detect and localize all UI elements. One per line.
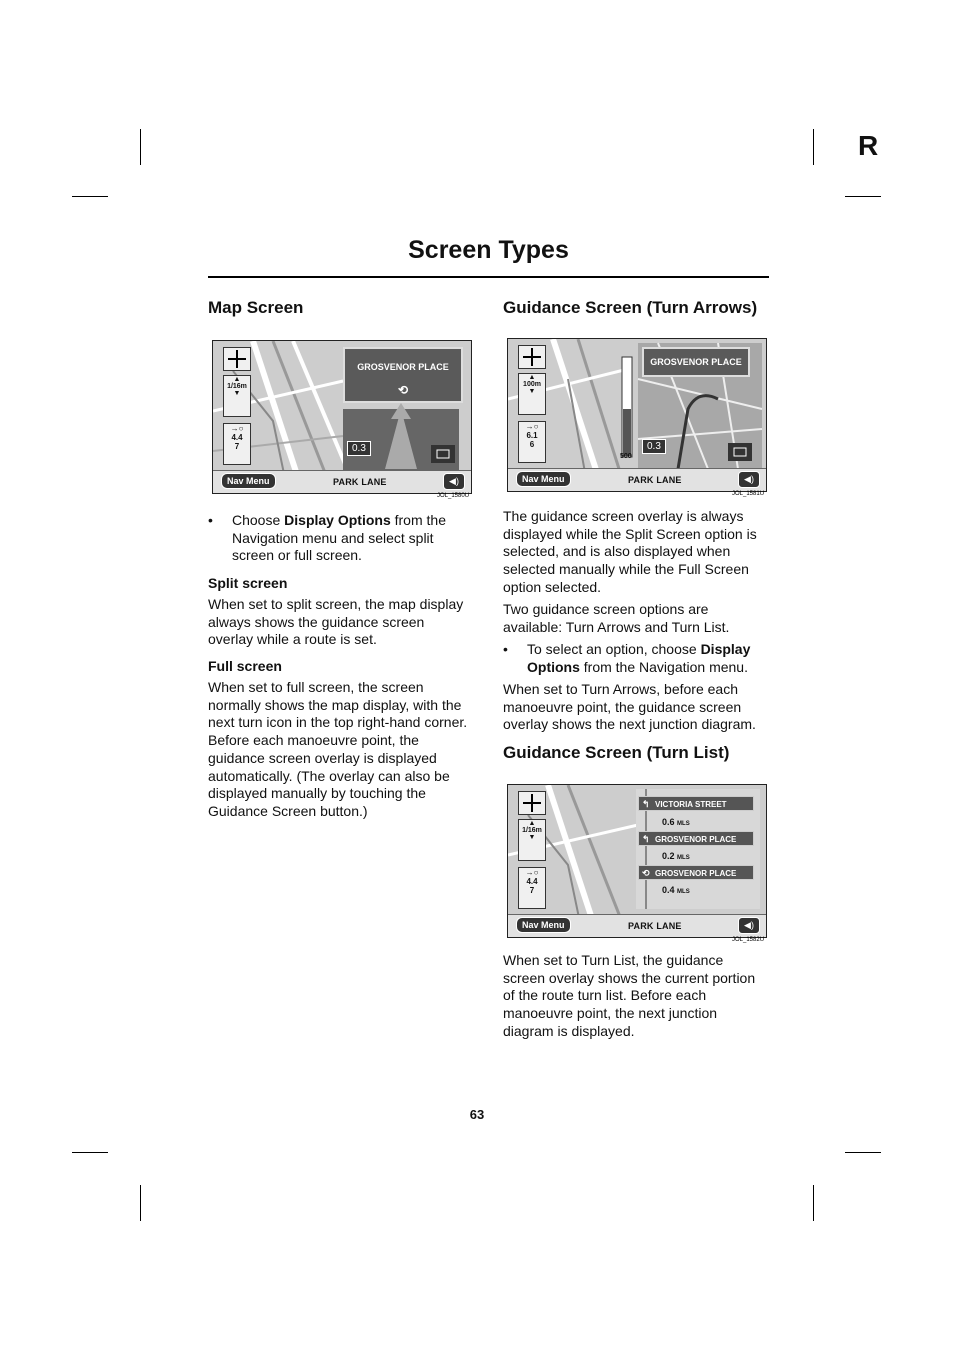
status-bar	[508, 914, 766, 937]
turn-left-arrow-icon: ↰	[642, 799, 650, 809]
bullet-text: Choose Display Options from the Navigation menu and select split screen or full screen.	[232, 512, 446, 564]
zoom-in-icon[interactable]: ▲	[528, 374, 536, 381]
scale-label: 1/16m	[522, 827, 542, 834]
turn-arrows-description: When set to Turn Arrows, before each manoeuvre point, the guidance screen overlay shows the next junction diagram.	[503, 681, 756, 733]
screen-toggle-button[interactable]	[728, 443, 752, 461]
nav-menu-button[interactable]: Nav Menu	[221, 473, 276, 489]
trip-info-panel: →○ 4.4 7	[223, 423, 251, 465]
compass-icon	[519, 346, 545, 368]
compass-icon	[224, 348, 250, 370]
time-remaining: 7	[234, 442, 240, 451]
overlay-street-name: GROSVENOR PLACE	[642, 347, 750, 377]
speaker-icon[interactable]: ◀)	[443, 473, 465, 490]
zoom-in-icon[interactable]: ▲	[233, 376, 241, 383]
turn-distance: 0.4 MLS	[662, 885, 690, 895]
zoom-out-icon[interactable]: ▼	[528, 834, 536, 841]
distance-bar-label: 500	[620, 453, 632, 460]
map-screen-image	[212, 340, 472, 494]
nav-menu-button[interactable]: Nav Menu	[516, 471, 571, 487]
compass-button[interactable]	[518, 791, 546, 815]
image-credit: JOL_1582U	[732, 937, 765, 943]
zoom-control[interactable]	[223, 375, 251, 417]
full-screen-heading: Full screen	[208, 658, 282, 674]
distance-remaining: 4.4	[526, 877, 538, 886]
time-remaining: 6	[529, 440, 535, 449]
turn-distance: 0.3	[642, 439, 666, 454]
crop-mark	[845, 1152, 881, 1153]
page-number: 63	[469, 1107, 485, 1122]
screen-icon	[729, 444, 751, 460]
turn-arrows-heading: Guidance Screen (Turn Arrows)	[503, 298, 758, 317]
turn-list-screen-image	[507, 784, 767, 938]
compass-button[interactable]	[223, 347, 251, 371]
guidance-overlay	[343, 347, 463, 403]
compass-button[interactable]	[518, 345, 546, 369]
crop-mark	[813, 1185, 814, 1221]
split-screen-heading: Split screen	[208, 575, 288, 591]
title-divider	[208, 276, 769, 278]
turn-left-arrow-icon: ↰	[642, 834, 650, 844]
map-screen-heading: Map Screen	[208, 298, 304, 317]
screen-toggle-button[interactable]	[431, 445, 455, 463]
roundabout-icon: ⟲	[642, 868, 650, 878]
split-screen-text: When set to split screen, the map display always shows the guidance screen overlay while a route is set.	[208, 596, 464, 648]
section-letter: R	[858, 130, 879, 161]
zoom-control[interactable]	[518, 819, 546, 861]
scale-label: 100m	[523, 381, 541, 388]
zoom-in-icon[interactable]: ▲	[528, 820, 536, 827]
zoom-control[interactable]	[518, 373, 546, 415]
nav-menu-button[interactable]: Nav Menu	[516, 917, 571, 933]
turn-list-description: When set to Turn List, the guidance screen overlay shows the current portion of the route turn list. Before each manoeuvre point, the next junction diagram is displayed.	[503, 952, 756, 1039]
overlay-description: The guidance screen overlay is always displayed while the Split Screen option is selected, and is also displayed when selected manually while the Full Screen option selected.	[503, 508, 757, 595]
crop-mark	[72, 1152, 108, 1153]
crop-mark	[140, 129, 141, 165]
crop-mark	[140, 1185, 141, 1221]
scale-label: 1/16m	[227, 383, 247, 390]
options-description: Two guidance screen options are available: Turn Arrows and Turn List.	[503, 601, 730, 635]
bullet-dot: •	[208, 512, 213, 528]
turn-distance: 0.2 MLS	[662, 851, 690, 861]
speaker-icon[interactable]: ◀)	[738, 471, 760, 488]
trip-info-panel: →○ 6.1 6	[518, 421, 546, 463]
turn-list-item[interactable]	[638, 831, 754, 846]
speaker-icon[interactable]: ◀)	[738, 917, 760, 934]
turn-street: GROSVENOR PLACE	[655, 835, 737, 844]
time-remaining: 7	[529, 886, 535, 895]
trip-info-panel: →○ 4.4 7	[518, 867, 546, 909]
current-street: PARK LANE	[333, 477, 387, 487]
distance-remaining: 6.1	[526, 431, 538, 440]
turn-street: GROSVENOR PLACE	[655, 869, 737, 878]
current-street: PARK LANE	[628, 921, 682, 931]
status-bar	[508, 468, 766, 491]
overlay-street-name: GROSVENOR PLACE	[357, 362, 449, 372]
turn-arrows-screen-image	[507, 338, 767, 492]
zoom-out-icon[interactable]: ▼	[233, 390, 241, 397]
distance-remaining: 4.4	[231, 433, 243, 442]
turn-list-item[interactable]	[638, 865, 754, 880]
crop-mark	[72, 196, 108, 197]
turn-distance: 0.3	[347, 441, 371, 456]
turn-list-item[interactable]	[638, 796, 754, 811]
bullet-text: To select an option, choose Display Options from the Navigation menu.	[527, 641, 751, 675]
screen-icon	[432, 446, 454, 462]
turn-list-heading: Guidance Screen (Turn List)	[503, 743, 730, 762]
image-credit: JOL_1580U	[437, 493, 470, 499]
roundabout-icon: ⟲	[397, 383, 409, 397]
crop-mark	[813, 129, 814, 165]
current-street: PARK LANE	[628, 475, 682, 485]
page-title: Screen Types	[408, 236, 569, 264]
bullet-dot: •	[503, 641, 508, 657]
compass-icon	[519, 792, 545, 814]
image-credit: JOL_1581U	[732, 491, 765, 497]
turn-distance: 0.6 MLS	[662, 817, 690, 827]
full-screen-text: When set to full screen, the screen normally shows the map display, with the next turn icon in the top right-hand corner. Before each manoeuvre point, the guidance screen overlay is displayed automatically. (The overlay can also be displayed manually by touching the Guidance Screen button.)	[208, 679, 468, 819]
turn-street: VICTORIA STREET	[655, 800, 727, 809]
status-bar	[213, 470, 471, 493]
crop-mark	[845, 196, 881, 197]
zoom-out-icon[interactable]: ▼	[528, 388, 536, 395]
